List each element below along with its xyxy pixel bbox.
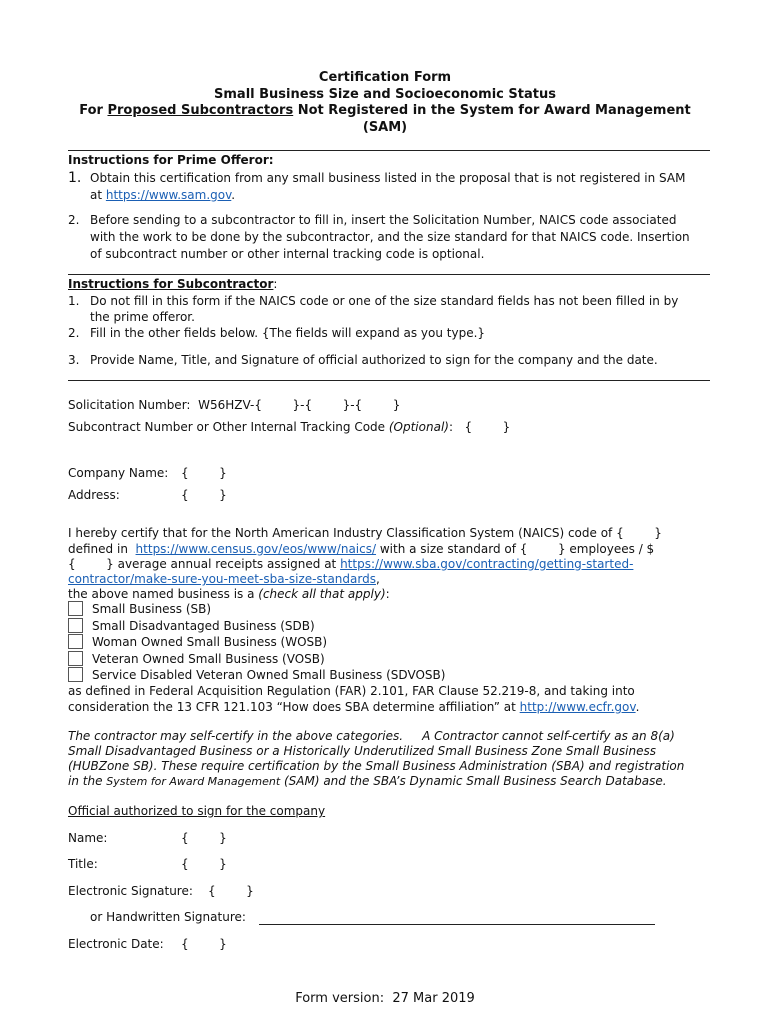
certify-text: , (375, 572, 380, 586)
handwritten-sig-label: or Handwritten Signature: (90, 910, 246, 924)
vosb-checkbox-label: Veteran Owned Small Business (VOSB) (92, 652, 325, 666)
note-line-2: Small Disadvantaged Business or a Historically Underutilized Small Business Zone Small Business (68, 744, 656, 758)
sub-heading (68, 276, 277, 292)
sdvosb-checkbox-label: Service Disabled Veteran Owned Small Business (SDVOSB) (92, 668, 446, 682)
item-number: 2. (68, 326, 80, 340)
optional-label: (Optional) (388, 420, 449, 434)
title-line-4: (SAM) (362, 119, 408, 135)
name-field[interactable]: { } (181, 831, 227, 845)
item-text: . (231, 188, 236, 202)
certify-text: with a size standard of { } employees / $ (376, 542, 655, 556)
prime-item-1-cont (90, 187, 235, 203)
prime-item-2-line2: with the work to be done by the subcontractor, and the size standard for that NAICS code. Insertion (90, 230, 690, 244)
esig-field[interactable]: { } (208, 884, 254, 898)
sdb-checkbox-label: Small Disadvantaged Business (SDB) (92, 619, 315, 633)
subcontract-value[interactable]: : { } (448, 420, 511, 434)
edate-field[interactable]: { } (181, 937, 227, 951)
certify-text: : (385, 587, 390, 601)
sub-item-2 (68, 325, 485, 341)
subcontract-label: Subcontract Number or Other Internal Tracking Code (68, 420, 389, 434)
title-suffix: Not Registered in the System for Award Management (293, 103, 691, 118)
far-line-1: as defined in Federal Acquisition Regulation (FAR) 2.101, FAR Clause 52.219-8, and taking into (68, 684, 635, 698)
title-line-1: Certification Form (318, 70, 452, 85)
version-value: 27 Mar 2019 (392, 991, 475, 1006)
handwritten-sig-line[interactable] (259, 924, 655, 925)
address-label: Address: (68, 488, 120, 502)
far-text: consideration the 13 CFR 121.103 “How does SBA determine affiliation” at (68, 700, 520, 714)
note-line-4 (68, 773, 667, 790)
sub-item-1-line2: the prime offeror. (90, 310, 195, 324)
sub-heading-colon: : (273, 277, 278, 291)
vosb-checkbox[interactable] (68, 651, 83, 666)
official-heading: Official authorized to sign for the company (68, 804, 326, 818)
far-line-2 (68, 699, 639, 715)
name-label: Name: (68, 831, 108, 845)
title-field[interactable]: { } (181, 857, 227, 871)
item-text: Fill in the other fields below. {The fields will expand as you type.} (90, 326, 486, 340)
item-text: Do not fill in this form if the NAICS code or one of the size standard fields has not been filled in by (90, 294, 679, 308)
form-version (0, 991, 770, 1007)
company-name-field[interactable]: { } (181, 466, 227, 480)
divider (68, 150, 710, 151)
esig-label: Electronic Signature: (68, 884, 193, 898)
prime-item-2-line3: of subcontract number or other internal tracking code is optional. (90, 247, 485, 261)
sdvosb-checkbox[interactable] (68, 667, 83, 682)
address-field[interactable]: { } (181, 488, 227, 502)
item-text: Obtain this certification from any small business listed in the proposal that is not registered in SAM (90, 171, 686, 185)
sub-heading-text: Instructions for Subcontractor (68, 277, 274, 291)
item-text: Provide Name, Title, and Signature of official authorized to sign for the company and the date. (90, 353, 658, 367)
certify-line-5 (68, 586, 390, 602)
title-underlined: Proposed Subcontractors (107, 103, 294, 118)
sb-checkbox[interactable] (68, 601, 83, 616)
prime-heading: Instructions for Prime Offeror: (68, 153, 274, 167)
certify-line-3 (68, 556, 633, 572)
item-number: 2. (68, 213, 80, 227)
wosb-checkbox[interactable] (68, 634, 83, 649)
version-label: Form version: (295, 991, 385, 1006)
note-sam-text: System for Award Management (106, 775, 281, 788)
subcontract-number-field[interactable] (68, 419, 510, 435)
title-line-3 (60, 103, 710, 120)
sba-link-cont[interactable]: contractor/make-sure-you-meet-sba-size-standards (68, 572, 376, 586)
far-text: . (635, 700, 640, 714)
wosb-checkbox-label: Woman Owned Small Business (WOSB) (92, 635, 328, 649)
title-label: Title: (68, 857, 98, 871)
certify-line-4 (68, 571, 380, 587)
prime-item-1 (68, 170, 685, 186)
sba-link[interactable]: https://www.sba.gov/contracting/getting-started- (340, 557, 634, 571)
item-text: at (90, 188, 106, 202)
solicitation-number-field[interactable] (68, 397, 400, 413)
item-number: 1. (68, 294, 80, 308)
certify-text: the above named business is a (68, 587, 259, 601)
certify-line-2 (68, 541, 654, 557)
certify-line-1: I hereby certify that for the North American Industry Classification System (NAICS) code of { } (68, 526, 662, 540)
item-number: 1. (68, 170, 82, 186)
certify-text: { } average annual receipts assigned at (68, 557, 341, 571)
title-prefix: For (79, 103, 108, 118)
sb-checkbox-label: Small Business (SB) (92, 602, 212, 616)
solicitation-label: Solicitation Number: (68, 398, 191, 412)
item-text: Before sending to a subcontractor to fill in, insert the Solicitation Number, NAICS code associated (90, 213, 677, 227)
company-name-label: Company Name: (68, 466, 169, 480)
sam-link[interactable]: https://www.sam.gov (105, 188, 232, 202)
form-title (60, 70, 710, 136)
note-text: in the (68, 774, 107, 788)
sub-item-1 (68, 293, 678, 309)
note-line-1: The contractor may self-certify in the above categories. A Contractor cannot self-certify as an 8(a) (68, 729, 675, 743)
sdb-checkbox[interactable] (68, 618, 83, 633)
naics-link[interactable]: https://www.census.gov/eos/www/naics/ (135, 542, 377, 556)
certify-text: defined in (68, 542, 136, 556)
check-all-note: (check all that apply) (258, 587, 386, 601)
divider (68, 274, 710, 275)
prime-item-2 (68, 212, 676, 228)
note-text: (SAM) and the SBA’s Dynamic Small Business Search Database. (280, 774, 667, 788)
sub-item-3 (68, 352, 658, 368)
title-line-2: Small Business Size and Socioeconomic Status (214, 86, 556, 102)
ecfr-link[interactable]: http://www.ecfr.gov (519, 700, 636, 714)
solicitation-value[interactable]: W56HZV-{ }-{ }-{ } (198, 398, 401, 412)
edate-label: Electronic Date: (68, 937, 164, 951)
item-number: 3. (68, 353, 80, 367)
note-line-3: (HUBZone SB). These require certification by the Small Business Administration (SBA) and registration (68, 759, 685, 773)
divider (68, 380, 710, 381)
